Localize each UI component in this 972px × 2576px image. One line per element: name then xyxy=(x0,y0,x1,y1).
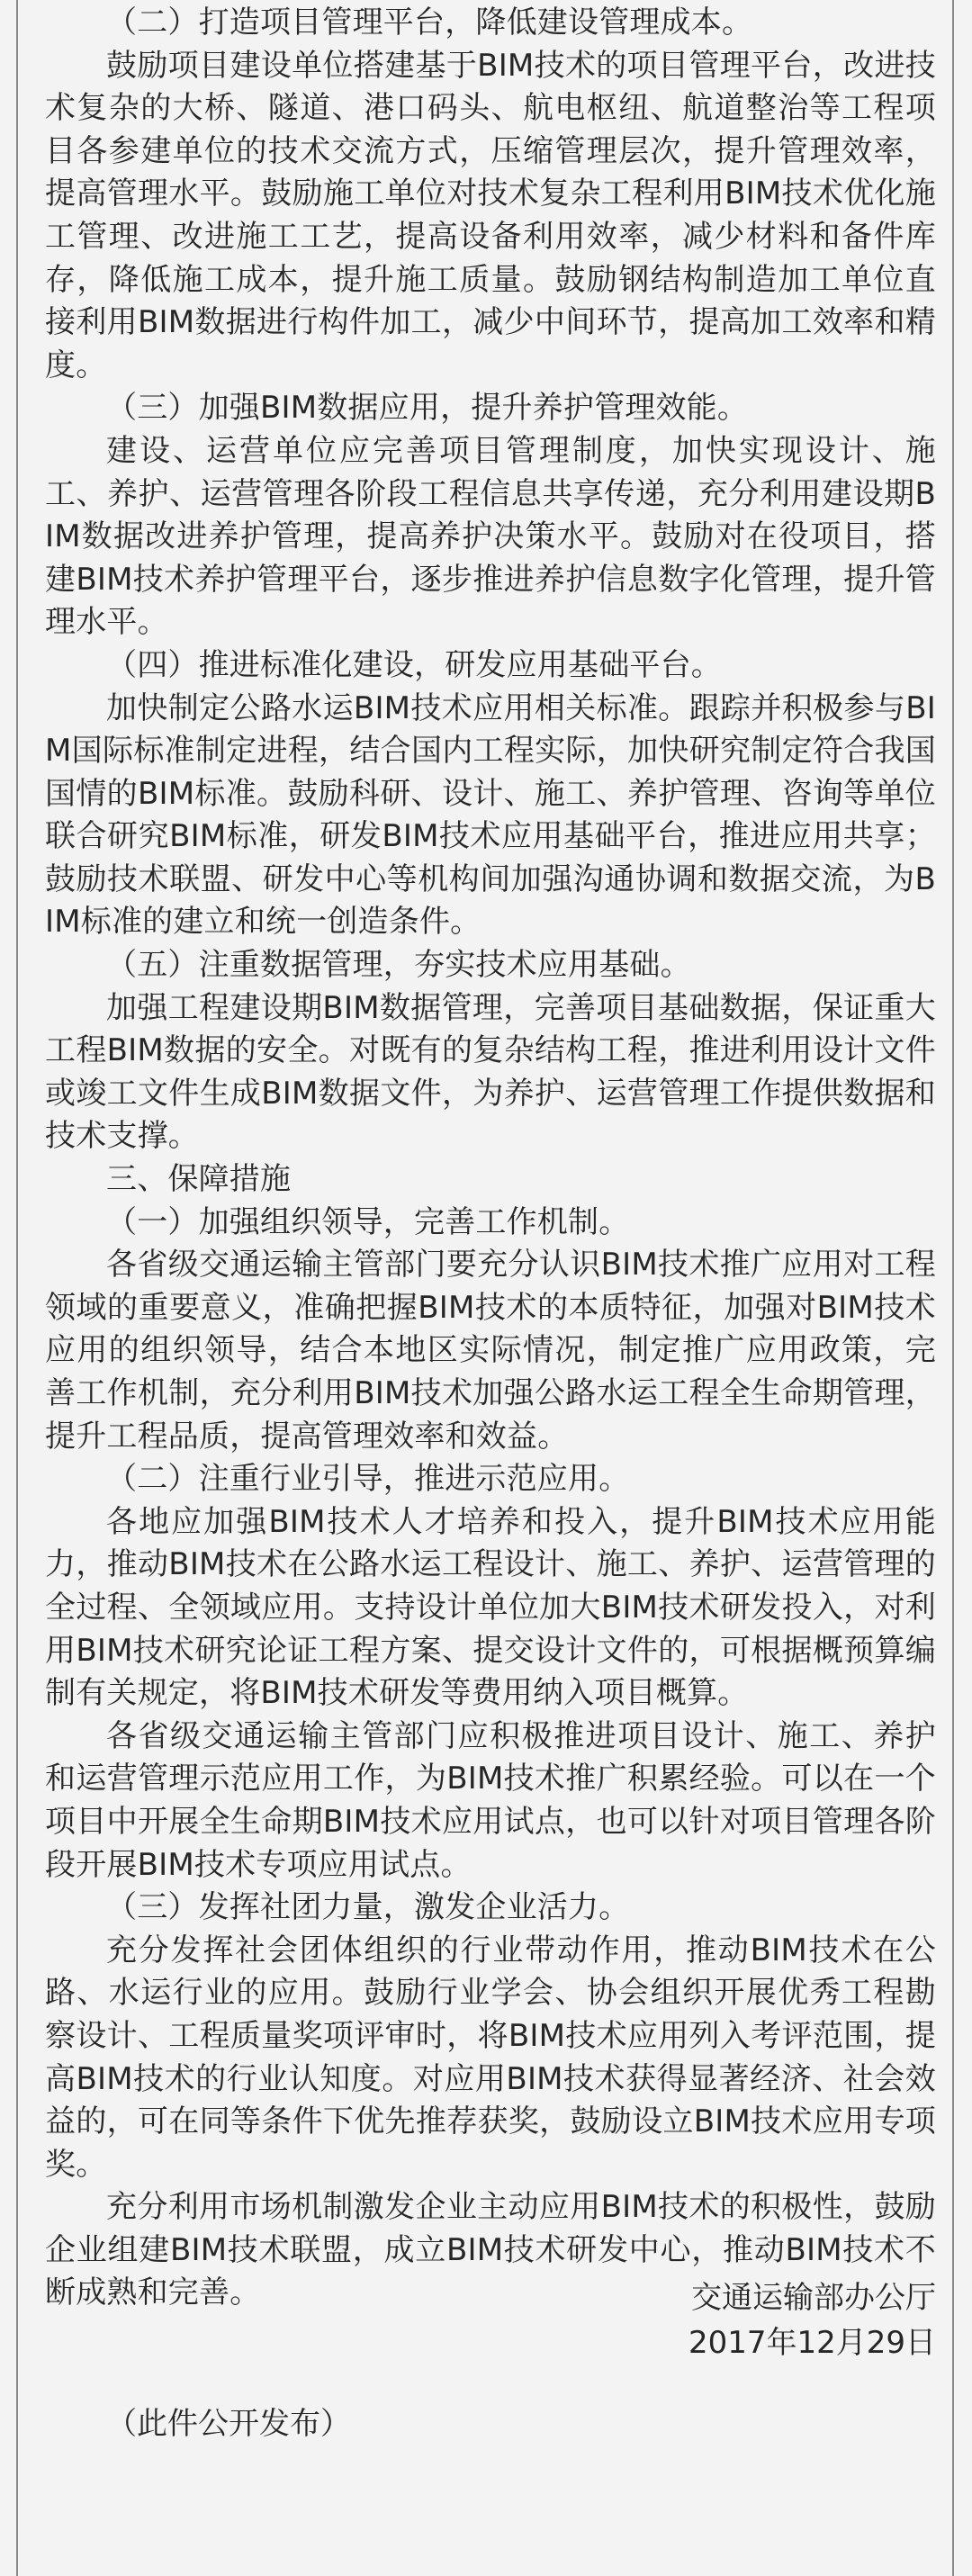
paragraph-guidance-1: 各地应加强BIM技术人才培养和投入，提升BIM技术应用能力，推动BIM技术在公路水运工程设计、施工、养护、运营管理的全过程、全领域应用。支持设计单位加大BIM技术研发投入，对利用BIM技术研究论证工程方案、提交设计文件的，可根据概预算编制有关规定，将BIM技术研发等费用纳入项目概算。 xyxy=(45,1503,936,1712)
paragraph-platform: 鼓励项目建设单位搭建基于BIM技术的项目管理平台，改进技术复杂的大桥、隧道、港口码头、航电枢纽、航道整治等工程项目各参建单位的技术交流方式，压缩管理层次，提升管理效率，提高管理水平。鼓励施工单位对技术复杂工程利用BIM技术优化施工管理、改进施工工艺，提高设备利用效率，减少材料和备件库存，降低施工成本，提升施工质量。鼓励钢结构制造加工单位直接利用BIM数据进行构件加工，减少中间环节，提高加工效率和精度。 xyxy=(45,47,936,383)
public-release-note: （此件公开发布） xyxy=(106,2406,351,2442)
signature-office: 交通运输部办公厅 xyxy=(691,2280,936,2316)
heading-3-data-application: （三）加强BIM数据应用，提升养护管理效能。 xyxy=(106,390,749,427)
heading-1-leadership: （一）加强组织领导，完善工作机制。 xyxy=(106,1203,630,1240)
section-heading-safeguards: 三、保障措施 xyxy=(106,1161,292,1198)
paragraph-data-management: 加强工程建设期BIM数据管理，完善项目基础数据，保证重大工程BIM数据的安全。对既有的复杂结构工程，推进利用设计文件或竣工文件生成BIM数据文件，为养护、运营管理工作提供数据和技术支撑。 xyxy=(45,989,936,1155)
paragraph-social-organizations-2: 充分利用市场机制激发企业主动应用BIM技术的积极性，鼓励企业组建BIM技术联盟，成立BIM技术研发中心，推动BIM技术不断成熟和完善。 xyxy=(45,2189,936,2311)
paragraph-leadership: 各省级交通运输主管部门要充分认识BIM技术推广应用对工程领域的重要意义，准确把握BIM技术的本质特征，加强对BIM技术应用的组织领导，结合本地区实际情况，制定推广应用政策，完善工作机制，充分利用BIM技术加强公路水运工程全生命期管理，提升工程品质，提高管理效率和效益。 xyxy=(45,1247,936,1455)
heading-2-guidance: （二）注重行业引导，推进示范应用。 xyxy=(106,1461,630,1498)
paragraph-guidance-2: 各省级交通运输主管部门应积极推进项目设计、施工、养护和运营管理示范应用工作，为BIM技术推广积累经验。可以在一个项目中开展全生命期BIM技术应用试点，也可以针对项目管理各阶段开展BIM技术专项应用试点。 xyxy=(45,1717,936,1883)
document-body xyxy=(45,2,936,2315)
heading-4-standardization: （四）推进标准化建设，研发应用基础平台。 xyxy=(106,646,722,683)
heading-2-platform: （二）打造项目管理平台，降低建设管理成本。 xyxy=(106,5,753,41)
paragraph-social-organizations-1: 充分发挥社会团体组织的行业带动作用，推动BIM技术在公路、水运行业的应用。鼓励行业学会、协会组织开展优秀工程勘察设计、工程质量奖项评审时，将BIM技术应用列入考评范围，提高BIM技术的行业认知度。对应用BIM技术获得显著经济、社会效益的，可在同等条件下优先推荐获奖，鼓励设立BIM技术应用专项奖。 xyxy=(45,1932,936,2183)
signature-date: 2017年12月29日 xyxy=(688,2325,936,2361)
paragraph-data-application: 建设、运营单位应完善项目管理制度，加快实现设计、施工、养护、运营管理各阶段工程信息共享传递，充分利用建设期BIM数据改进养护管理，提高养护决策水平。鼓励对在役项目，搭建BIM技术养护管理平台，逐步推进养护信息数字化管理，提升管理水平。 xyxy=(45,432,936,641)
paragraph-standardization: 加快制定公路水运BIM技术应用相关标准。跟踪并积极参与BIM国际标准制定进程，结合国内工程实际，加快研究制定符合我国国情的BIM标准。鼓励科研、设计、施工、养护管理、咨询等单位联合研究BIM标准，研发BIM技术应用基础平台，推进应用共享；鼓励技术联盟、研发中心等机构间加强沟通协调和数据交流，为BIM标准的建立和统一创造条件。 xyxy=(45,689,936,941)
heading-5-data-management: （五）注重数据管理，夯实技术应用基础。 xyxy=(106,947,691,984)
heading-3-social-organizations: （三）发挥社团力量，激发企业活力。 xyxy=(106,1889,630,1926)
